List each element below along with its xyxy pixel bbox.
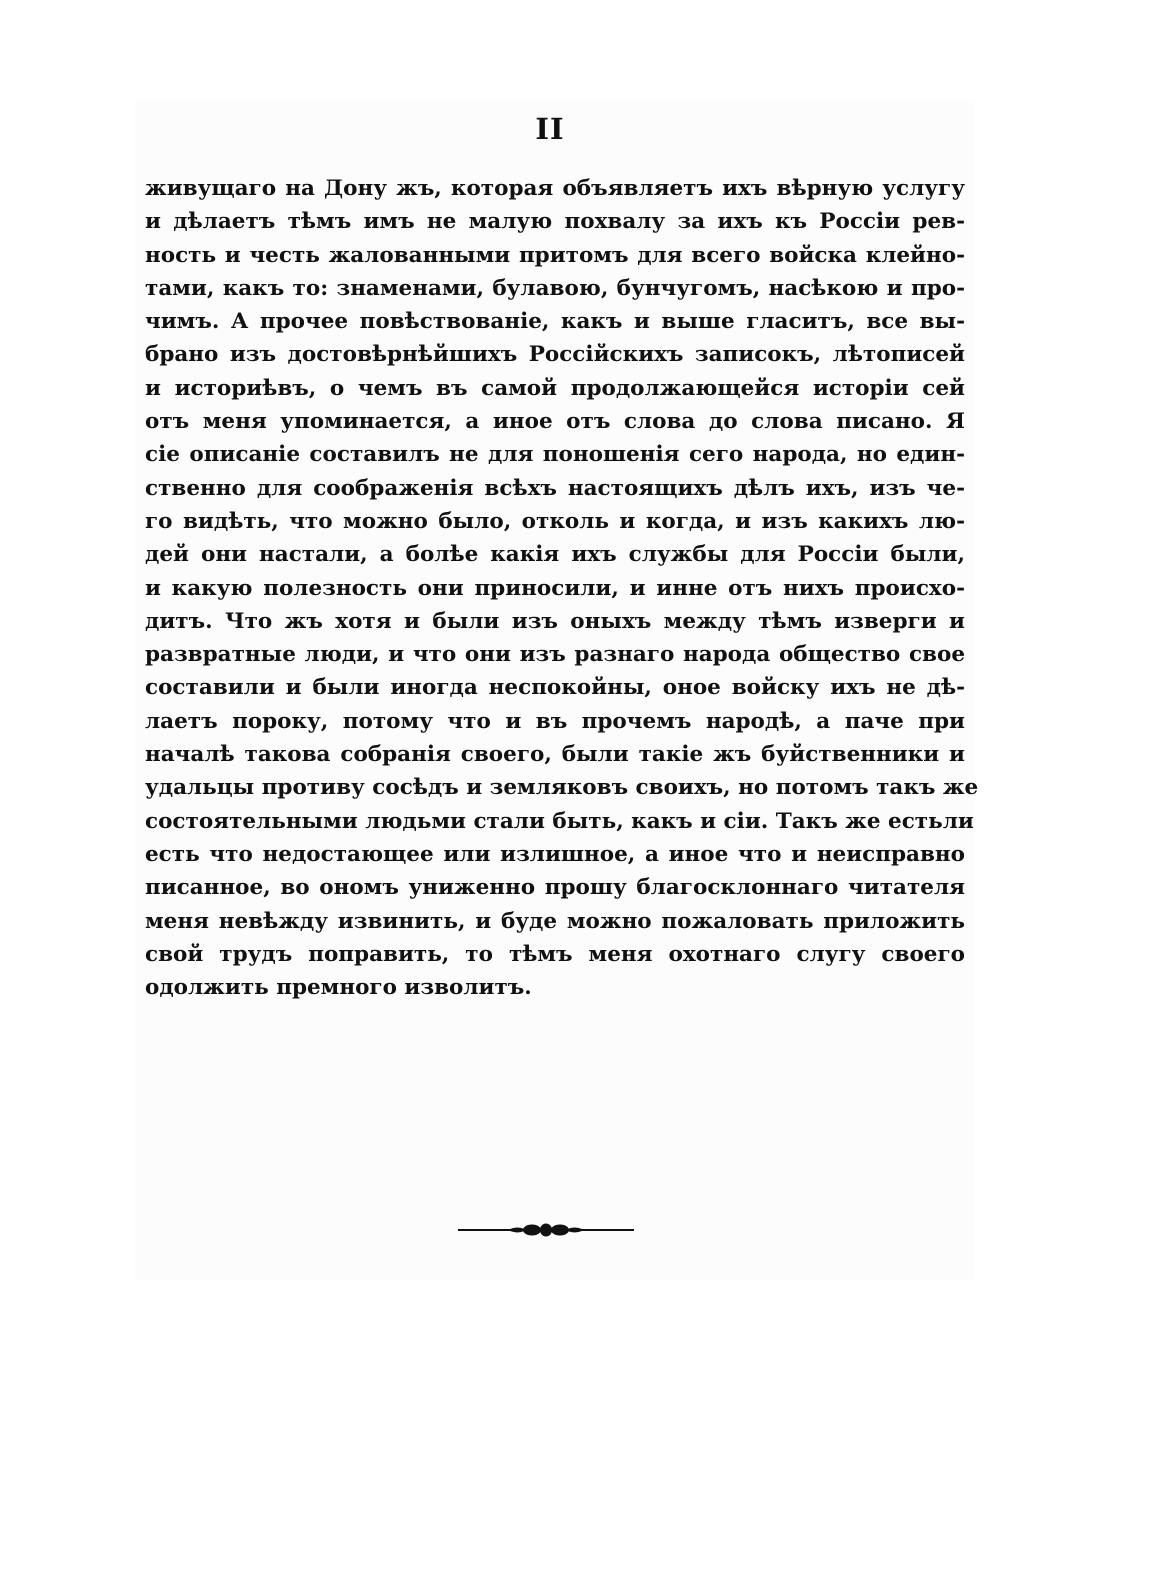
text-line: удальцы противу сосѣдъ и земляковъ своихъ, но потомъ такъ же bbox=[145, 775, 979, 801]
text-line: го видѣть, что можно было, отколь и когда, и изъ какихъ лю- bbox=[145, 508, 965, 534]
text-line: ственно для соображенія всѣхъ настоящихъ дѣлъ ихъ, изъ че- bbox=[145, 475, 965, 501]
text-line: состоятельными людьми стали быть, какъ и сіи. Такъ же естьли bbox=[145, 808, 974, 834]
text-line: меня невѣжду извинить, и буде можно пожаловать приложить bbox=[145, 908, 965, 934]
text-line: чимъ. А прочее повѣствованіе, какъ и выше гласитъ, все вы- bbox=[145, 309, 965, 335]
text-line: дитъ. Что жъ хотя и были изъ оныхъ между тѣмъ изверги и bbox=[145, 608, 965, 634]
text-line: и дѣлаетъ тѣмъ имъ не малую похвалу за ихъ къ Россіи рев- bbox=[145, 209, 965, 235]
text-line: свой трудъ поправить, то тѣмъ меня охотнаго слугу своего bbox=[145, 941, 965, 967]
text-line: тами, какъ то: знаменами, булавою, бунчугомъ, насѣкою и про- bbox=[145, 275, 965, 301]
page-number: II bbox=[535, 112, 565, 146]
text-line: началѣ такова собранія своего, были такіе жъ буйственники и bbox=[145, 742, 965, 768]
text-line: и какую полезность они приносили, и инне отъ нихъ происхо- bbox=[145, 575, 965, 601]
text-line: составили и были иногда неспокойны, оное войску ихъ не дѣ- bbox=[145, 675, 965, 701]
text-line: одолжить премного изволитъ. bbox=[145, 975, 532, 1001]
text-line: дей они настали, а болѣе какія ихъ службы для Россіи были, bbox=[145, 542, 965, 568]
text-line: сіе описаніе составилъ не для поношенія сего народа, но един- bbox=[145, 442, 965, 468]
ornament-divider-icon bbox=[458, 1220, 634, 1240]
text-line: есть что недостающее или излишное, а иное что и неисправно bbox=[145, 841, 965, 867]
text-line: лаетъ пороку, потому что и въ прочемъ народѣ, а паче при bbox=[145, 708, 965, 734]
text-line: ность и честь жалованными притомъ для всего войска клейно- bbox=[145, 242, 965, 268]
text-line: развратные люди, и что они изъ разнаго народа общество свое bbox=[145, 642, 965, 668]
text-line: писанное, во ономъ униженно прошу благосклоннаго читателя bbox=[145, 875, 965, 901]
text-line: отъ меня упоминается, а иное отъ слова до слова писано. Я bbox=[145, 409, 965, 435]
text-line: и историѣвъ, о чемъ въ самой продолжающейся исторіи сей bbox=[145, 375, 965, 401]
text-line: живущаго на Дону жъ, которая объявляетъ ихъ вѣрную услугу bbox=[145, 176, 965, 201]
text-line: брано изъ достовѣрнѣйшихъ Россійскихъ записокъ, лѣтописей bbox=[145, 342, 965, 368]
body-text bbox=[145, 172, 979, 1004]
